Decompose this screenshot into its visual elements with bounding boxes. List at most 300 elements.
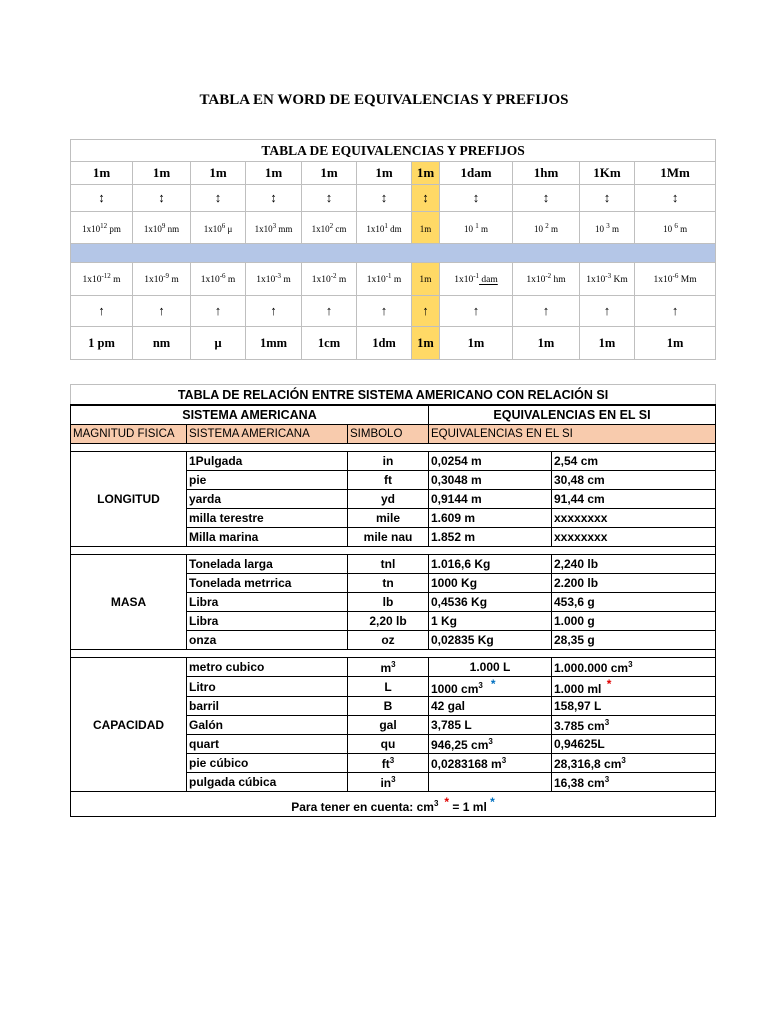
table-row (71, 555, 716, 574)
arrow-icon: ↕ (635, 185, 716, 212)
exponent-cell (191, 212, 246, 244)
result-cell: 1cm (302, 327, 357, 360)
exponent-power: -3 (605, 272, 612, 281)
symbol-cell (348, 658, 429, 677)
sistema-americano-table (70, 384, 716, 817)
exponent-unit: μ (225, 223, 233, 234)
exponent-power: 9 (161, 221, 166, 230)
note-row (71, 792, 716, 817)
symbol-cell (348, 490, 429, 509)
symbol-text: oz (381, 633, 395, 647)
symbol-cell (348, 735, 429, 754)
alt-text: 91,44 cm (554, 492, 605, 506)
alt-power: 3 (604, 774, 610, 784)
exponent-cell (246, 263, 302, 296)
exponent-base: 1x10 (366, 223, 385, 234)
exponent-base: 10 (594, 223, 607, 234)
si-text: 1.016,6 Kg (431, 557, 491, 571)
unit-name-cell: Litro (187, 677, 348, 697)
si-equivalence-cell (429, 716, 552, 735)
alt-equivalence-cell (552, 631, 716, 650)
exponent-power: 6 (674, 221, 678, 230)
spacer-cell (71, 444, 716, 452)
arrow-up-row (71, 296, 716, 327)
exponent-base: 1x10 (526, 275, 546, 286)
exponent-power: 3 (606, 221, 610, 230)
alt-equivalence-cell (552, 612, 716, 631)
exponent-cell (133, 263, 191, 296)
arrow-icon: ↕ (357, 185, 412, 212)
result-cell: nm (133, 327, 191, 360)
si-equivalence-cell (429, 754, 552, 773)
symbol-text: B (383, 699, 393, 713)
arrow-icon: ↕ (412, 185, 440, 212)
exponent-cell (513, 263, 580, 296)
result-cell: 1mm (246, 327, 302, 360)
si-text: 42 gal (431, 699, 466, 713)
exponent-cell (440, 263, 513, 296)
alt-text: 453,6 g (554, 595, 595, 609)
exponent-unit: m (478, 223, 488, 234)
exponent-base: 1x10 (254, 223, 273, 234)
alt-text: 0,94625L (554, 737, 605, 751)
alt-equivalence-cell (552, 716, 716, 735)
arrow-icon: ↕ (302, 185, 357, 212)
symbol-text: L (384, 679, 392, 694)
alt-power: 3 (621, 755, 626, 765)
exponent-unit: m (548, 223, 558, 234)
symbol-cell (348, 631, 429, 650)
separator-band (71, 244, 716, 263)
red-asterisk-icon: * (606, 677, 612, 691)
exponent-unit: m (281, 275, 291, 286)
title-row (71, 140, 716, 162)
table-row (71, 658, 716, 677)
exponent-unit: hm (551, 275, 566, 286)
si-equivalence-cell (429, 528, 552, 547)
blue-asterisk-icon: * (490, 677, 496, 691)
equivalencias-prefijos-table (70, 139, 716, 360)
alt-equivalence-cell (552, 452, 716, 471)
symbol-cell (348, 555, 429, 574)
arrow-up-icon: ↑ (246, 296, 302, 327)
alt-equivalence-cell (552, 658, 716, 677)
unit-cell: 1m (302, 162, 357, 185)
si-equivalence-cell (429, 735, 552, 754)
exponent-base: 1x10 (653, 275, 673, 286)
alt-power: 3 (628, 659, 633, 669)
exponent-unit: m (110, 275, 121, 286)
alt-text: 1.000 g (554, 614, 595, 628)
unit-cell: 1Km (580, 162, 635, 185)
band-cell (71, 244, 716, 263)
symbol-text: m (380, 660, 392, 675)
unit-name-cell: Tonelada larga (187, 555, 348, 574)
exponent-power: 2 (329, 221, 334, 230)
result-cell: 1dm (357, 327, 412, 360)
column-header: MAGNITUD FISICA (71, 425, 187, 444)
note-power: 3 (433, 798, 439, 808)
exponent-power: 12 (100, 221, 108, 230)
negative-exponent-row (71, 263, 716, 296)
symbol-cell (348, 509, 429, 528)
si-equivalence-cell (429, 697, 552, 716)
exponent-cell (302, 212, 357, 244)
si-text: 1 Kg (431, 614, 458, 628)
section-row (71, 405, 716, 425)
exponent-base: 1x10 (82, 223, 101, 234)
si-equivalence-cell (429, 593, 552, 612)
arrow-up-icon: ↑ (580, 296, 635, 327)
exponent-base: 1x10 (143, 223, 162, 234)
symbol-cell (348, 593, 429, 612)
symbol-text: tnl (380, 557, 396, 571)
arrow-icon: ↕ (513, 185, 580, 212)
arrow-down-row (71, 185, 716, 212)
symbol-text: 2,20 lb (369, 614, 407, 628)
alt-text: 2.200 lb (554, 576, 599, 590)
symbol-cell (348, 528, 429, 547)
table-row (71, 452, 716, 471)
exponent-cell (635, 212, 716, 244)
symbol-text: ft (384, 473, 392, 487)
si-equivalence-cell (429, 452, 552, 471)
alt-text: xxxxxxxx (554, 511, 608, 525)
alt-power: 3 (604, 717, 610, 727)
si-power: 3 (488, 736, 493, 746)
si-text: 0,3048 m (431, 473, 482, 487)
exponent-base: 1x10 (82, 275, 102, 286)
alt-equivalence-cell (552, 471, 716, 490)
result-cell: 1m (513, 327, 580, 360)
unit-cell: 1m (357, 162, 412, 185)
symbol-cell (348, 754, 429, 773)
arrow-icon: ↕ (246, 185, 302, 212)
arrow-up-icon: ↑ (191, 296, 246, 327)
arrow-up-icon: ↑ (133, 296, 191, 327)
alt-text: 16,38 cm (554, 775, 605, 790)
exponent-cell (580, 263, 635, 296)
exponent-unit: dam (479, 275, 498, 286)
si-power: 3 (478, 681, 483, 690)
unit-name-cell: Libra (187, 612, 348, 631)
arrow-up-icon: ↑ (513, 296, 580, 327)
alt-text: 158,97 L (554, 699, 602, 713)
group-spacer (71, 650, 716, 658)
exponent-base: 1x10 (144, 275, 164, 286)
si-text: 0,02835 Kg (431, 633, 494, 647)
alt-equivalence-cell (552, 574, 716, 593)
si-equivalence-cell (429, 677, 552, 697)
arrow-up-icon: ↑ (635, 296, 716, 327)
si-equivalence-cell (429, 612, 552, 631)
exponent-power: -6 (672, 272, 679, 281)
red-asterisk-icon: * (444, 794, 450, 809)
exponent-cell (635, 263, 716, 296)
exponent-power: -1 (473, 272, 480, 281)
exponent-power: -2 (330, 272, 337, 281)
si-text: 1.852 m (431, 530, 476, 544)
si-equivalence-cell (429, 574, 552, 593)
arrow-up-icon: ↑ (71, 296, 133, 327)
symbol-text: mile nau (363, 530, 413, 544)
exponent-power: -2 (545, 272, 552, 281)
alt-text: 2,240 lb (554, 557, 599, 571)
exponent-cell (133, 212, 191, 244)
arrow-up-icon: ↑ (357, 296, 412, 327)
alt-equivalence-cell (552, 697, 716, 716)
arrow-icon: ↕ (580, 185, 635, 212)
si-equivalence-cell (429, 471, 552, 490)
result-cell: 1 pm (71, 327, 133, 360)
magnitude-cell: CAPACIDAD (71, 658, 187, 792)
exponent-cell (357, 263, 412, 296)
exponent-cell (191, 263, 246, 296)
si-text: 1.000 L (469, 660, 511, 674)
exponent-base: 1m (419, 223, 432, 234)
exponent-unit: m (336, 275, 347, 286)
exponent-unit: m (609, 223, 619, 234)
symbol-power: 3 (391, 774, 396, 784)
unit-name-cell: Libra (187, 593, 348, 612)
alt-text: 30,48 cm (554, 473, 605, 487)
si-text: 0,0254 m (431, 454, 482, 468)
spacer-cell (71, 547, 716, 555)
unit-name-cell: Tonelada metrrica (187, 574, 348, 593)
exponent-unit: pm (107, 223, 121, 234)
alt-equivalence-cell (552, 555, 716, 574)
alt-equivalence-cell (552, 735, 716, 754)
symbol-cell (348, 677, 429, 697)
symbol-cell (348, 697, 429, 716)
alt-equivalence-cell (552, 677, 716, 697)
unit-name-cell: pie (187, 471, 348, 490)
si-text: 0,4536 Kg (431, 595, 488, 609)
section-right: EQUIVALENCIAS EN EL SI (429, 405, 716, 425)
exponent-base: 1m (419, 275, 432, 286)
unit-cell: 1m (191, 162, 246, 185)
symbol-cell (348, 773, 429, 792)
si-text: 1.609 m (431, 511, 476, 525)
exponent-base: 10 (663, 223, 675, 234)
symbol-power: 3 (391, 659, 396, 669)
exponent-cell (302, 263, 357, 296)
exponent-unit: m (169, 275, 179, 286)
unit-cell: 1m (133, 162, 191, 185)
symbol-cell (348, 452, 429, 471)
exponent-power: -3 (275, 272, 282, 281)
exponent-base: 1x10 (200, 275, 220, 286)
exponent-base: 1x10 (311, 275, 331, 286)
exponent-power: 6 (221, 221, 226, 230)
unit-name-cell: barril (187, 697, 348, 716)
exponent-base: 1x10 (586, 275, 606, 286)
result-cell: 1m (440, 327, 513, 360)
exponent-unit: mm (276, 223, 293, 234)
exponent-cell (412, 263, 440, 296)
result-row (71, 327, 716, 360)
symbol-text: mile (375, 511, 400, 525)
alt-text: 1.000.000 cm (554, 660, 629, 675)
si-text: 3,785 L (431, 718, 472, 732)
column-header: SISTEMA AMERICANA (187, 425, 348, 444)
unit-name-cell: quart (187, 735, 348, 754)
symbol-text: gal (379, 718, 397, 732)
exponent-power: -9 (163, 272, 170, 281)
spacer-cell (71, 650, 716, 658)
note-text: Para tener en cuenta: cm (291, 799, 434, 814)
exponent-cell (71, 263, 133, 296)
document-title: TABLA EN WORD DE EQUIVALENCIAS Y PREFIJOS (199, 92, 569, 108)
si-text: 946,25 cm (431, 737, 489, 752)
group-spacer (71, 547, 716, 555)
exponent-power: -12 (101, 272, 111, 281)
exponent-unit: Mm (678, 275, 697, 286)
exponent-unit: m (677, 223, 688, 234)
magnitude-cell: MASA (71, 555, 187, 650)
exponent-row (71, 212, 716, 244)
exponent-unit: cm (333, 223, 347, 234)
exponent-power: -1 (385, 272, 392, 281)
header-row (71, 425, 716, 444)
unit-name-cell: Galón (187, 716, 348, 735)
exponent-cell (412, 212, 440, 244)
exponent-base: 1x10 (454, 275, 474, 286)
exponent-unit: m (225, 275, 236, 286)
arrow-icon: ↕ (133, 185, 191, 212)
unit-name-cell: pulgada cúbica (187, 773, 348, 792)
unit-name-cell: 1Pulgada (187, 452, 348, 471)
alt-text: 1.000 ml (554, 682, 605, 696)
exponent-base: 10 (533, 223, 546, 234)
arrow-up-icon: ↑ (412, 296, 440, 327)
arrow-icon: ↕ (191, 185, 246, 212)
exponent-power: -6 (219, 272, 226, 281)
arrow-up-icon: ↑ (302, 296, 357, 327)
exponent-unit: Km (611, 275, 628, 286)
symbol-cell (348, 612, 429, 631)
note-text: = 1 ml (449, 799, 491, 814)
alt-equivalence-cell (552, 593, 716, 612)
alt-text: 28,316,8 cm (554, 756, 622, 771)
unit-name-cell: pie cúbico (187, 754, 348, 773)
magnitude-cell: LONGITUD (71, 452, 187, 547)
arrow-icon: ↕ (71, 185, 133, 212)
arrow-up-icon: ↑ (440, 296, 513, 327)
unit-cell: 1hm (513, 162, 580, 185)
unit-name-cell: onza (187, 631, 348, 650)
exponent-cell (513, 212, 580, 244)
exponent-unit: m (391, 275, 402, 286)
si-equivalence-cell (429, 773, 552, 792)
exponent-cell (580, 212, 635, 244)
section-left: SISTEMA AMERICANA (71, 405, 429, 425)
note-cell (71, 792, 716, 817)
symbol-text: ft (381, 756, 390, 771)
unit-name-cell: Milla marina (187, 528, 348, 547)
symbol-text: in (380, 775, 392, 790)
unit-name-cell: yarda (187, 490, 348, 509)
unit-cell: 1m (246, 162, 302, 185)
symbol-cell (348, 716, 429, 735)
exponent-unit: dm (387, 223, 402, 234)
si-power: 3 (501, 755, 507, 765)
alt-equivalence-cell (552, 509, 716, 528)
exponent-power: 1 (475, 221, 479, 230)
si-text: 1000 Kg (431, 576, 478, 590)
exponent-cell (71, 212, 133, 244)
result-cell: 1m (580, 327, 635, 360)
units-row (71, 162, 716, 185)
column-header: EQUIVALENCIAS EN EL SI (429, 425, 716, 444)
exponent-power: 1 (384, 221, 388, 230)
result-cell: μ (191, 327, 246, 360)
alt-equivalence-cell (552, 490, 716, 509)
symbol-power: 3 (389, 755, 395, 765)
exponent-power: 3 (272, 221, 277, 230)
exponent-cell (357, 212, 412, 244)
exponent-base: 1x10 (256, 275, 276, 286)
unit-cell: 1m (71, 162, 133, 185)
alt-text: 2,54 cm (554, 454, 599, 468)
exponent-base: 1x10 (366, 275, 386, 286)
unit-name-cell: metro cubico (187, 658, 348, 677)
symbol-cell (348, 471, 429, 490)
arrow-icon: ↕ (440, 185, 513, 212)
si-equivalence-cell (429, 555, 552, 574)
result-cell: 1m (635, 327, 716, 360)
alt-equivalence-cell (552, 528, 716, 547)
exponent-base: 10 (463, 223, 476, 234)
si-equivalence-cell (429, 658, 552, 677)
symbol-text: yd (380, 492, 395, 506)
symbol-text: lb (382, 595, 394, 609)
si-equivalence-cell (429, 490, 552, 509)
table1-title: TABLA DE EQUIVALENCIAS Y PREFIJOS (71, 140, 716, 162)
exponent-power: 2 (545, 221, 549, 230)
column-header: SIMBOLO (348, 425, 429, 444)
symbol-text: tn (382, 576, 394, 590)
si-equivalence-cell (429, 509, 552, 528)
exponent-unit: nm (165, 223, 180, 234)
alt-text: 3.785 cm (554, 718, 605, 733)
exponent-base: 1x10 (311, 223, 330, 234)
unit-cell: 1dam (440, 162, 513, 185)
unit-cell: 1m (412, 162, 440, 185)
si-equivalence-cell (429, 631, 552, 650)
alt-equivalence-cell (552, 773, 716, 792)
symbol-text: qu (380, 737, 396, 751)
exponent-cell (440, 212, 513, 244)
symbol-text: in (382, 454, 394, 468)
exponent-cell (246, 212, 302, 244)
result-cell: 1m (412, 327, 440, 360)
symbol-cell (348, 574, 429, 593)
group-spacer (71, 444, 716, 452)
si-text: 1000 cm (431, 682, 479, 696)
exponent-base: 1x10 (203, 223, 222, 234)
si-text: 0,9144 m (431, 492, 482, 506)
unit-cell: 1Mm (635, 162, 716, 185)
unit-name-cell: milla terestre (187, 509, 348, 528)
alt-text: 28,35 g (554, 633, 595, 647)
caption-row (71, 385, 716, 406)
blue-asterisk-icon: * (490, 794, 495, 809)
si-text: 0,0283168 m (431, 756, 502, 771)
alt-equivalence-cell (552, 754, 716, 773)
table2-caption: TABLA DE RELACIÓN ENTRE SISTEMA AMERICANO CON RELACIÓN SI (71, 385, 716, 406)
alt-text: xxxxxxxx (554, 530, 608, 544)
